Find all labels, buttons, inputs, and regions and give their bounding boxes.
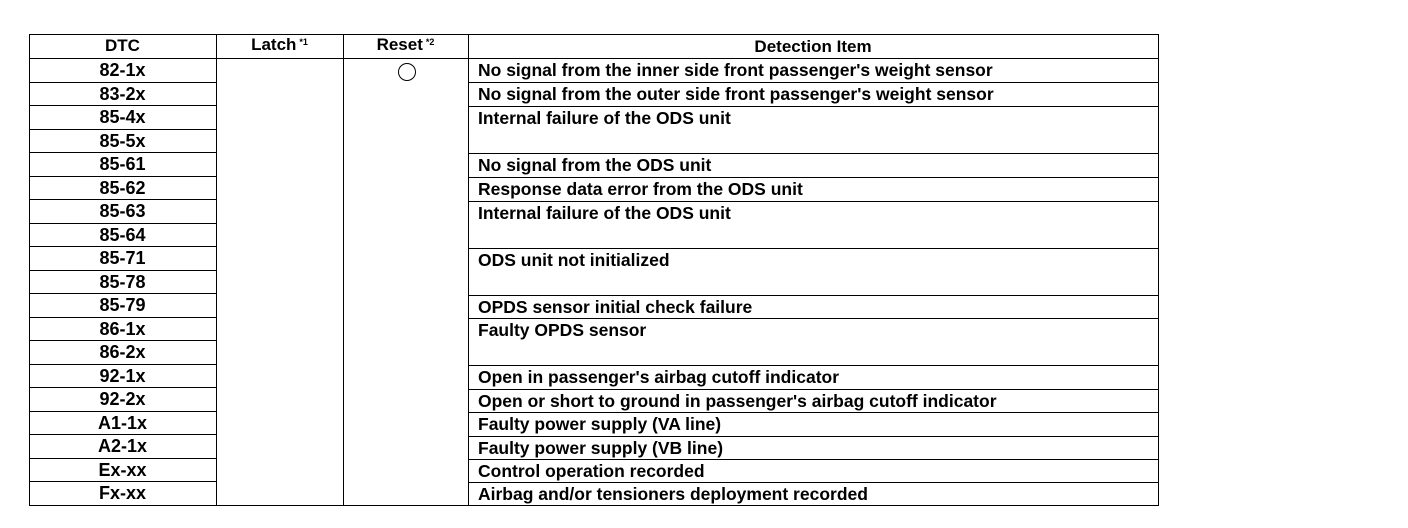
dtc-code: Fx-xx <box>98 483 147 503</box>
dtc-code: 85-62 <box>99 177 146 198</box>
dtc-code: 82-1x <box>99 60 146 80</box>
dtc-code: 92-2x <box>99 389 146 409</box>
detection-item: Faulty OPDS sensor <box>478 320 647 340</box>
detection-item: Internal failure of the ODS unit <box>478 108 731 128</box>
header-reset-note: *2 <box>425 37 435 47</box>
header-dtc: DTC <box>105 36 140 55</box>
column-divider <box>343 34 344 506</box>
detection-item: Faulty power supply (VA line) <box>478 414 722 434</box>
dtc-code: 86-1x <box>99 318 146 339</box>
detection-item: No signal from the inner side front passenger's weight sensor <box>478 60 993 80</box>
dtc-code: A1-1x <box>97 412 148 433</box>
detection-item: Internal failure of the ODS unit <box>478 203 731 223</box>
dtc-code: 85-63 <box>99 201 146 221</box>
header-latch <box>216 34 343 56</box>
detection-item: Open or short to ground in passenger's airbag cutoff indicator <box>478 391 997 411</box>
reset-circle-icon <box>398 63 416 81</box>
column-divider <box>216 34 217 506</box>
detection-item: ODS unit not initialized <box>478 250 670 270</box>
dtc-code: A2-1x <box>97 436 148 456</box>
detection-item: No signal from the outer side front passenger's weight sensor <box>478 84 994 104</box>
header-reset <box>343 34 468 56</box>
detection-item: Control operation recorded <box>478 461 705 481</box>
table-bottom-border <box>29 505 1159 506</box>
header-detection-item: Detection Item <box>754 37 872 56</box>
dtc-table <box>29 34 1159 506</box>
dtc-code: 85-64 <box>99 224 146 245</box>
dtc-code: 86-2x <box>99 342 146 362</box>
dtc-code: 83-2x <box>99 83 146 104</box>
detection-item: Faulty power supply (VB line) <box>478 438 724 458</box>
detection-item: OPDS sensor initial check failure <box>478 297 753 317</box>
dtc-code: 85-79 <box>99 295 146 315</box>
header-reset-label: Reset <box>376 35 423 54</box>
detection-item: Open in passenger's airbag cutoff indicator <box>478 367 840 387</box>
dtc-code: 85-61 <box>99 154 146 174</box>
header-latch-label: Latch <box>251 35 297 54</box>
dtc-code: 85-78 <box>99 271 146 292</box>
detection-item: No signal from the ODS unit <box>478 155 712 175</box>
detection-item: Response data error from the ODS unit <box>478 179 803 199</box>
dtc-code: 85-5x <box>99 130 146 151</box>
dtc-code: Ex-xx <box>98 459 147 480</box>
detection-item: Airbag and/or tensioners deployment recorded <box>478 484 868 504</box>
dtc-code: 85-4x <box>99 107 146 127</box>
header-latch-note: *1 <box>299 37 308 47</box>
dtc-code: 92-1x <box>99 365 146 386</box>
dtc-code: 85-71 <box>99 248 146 268</box>
